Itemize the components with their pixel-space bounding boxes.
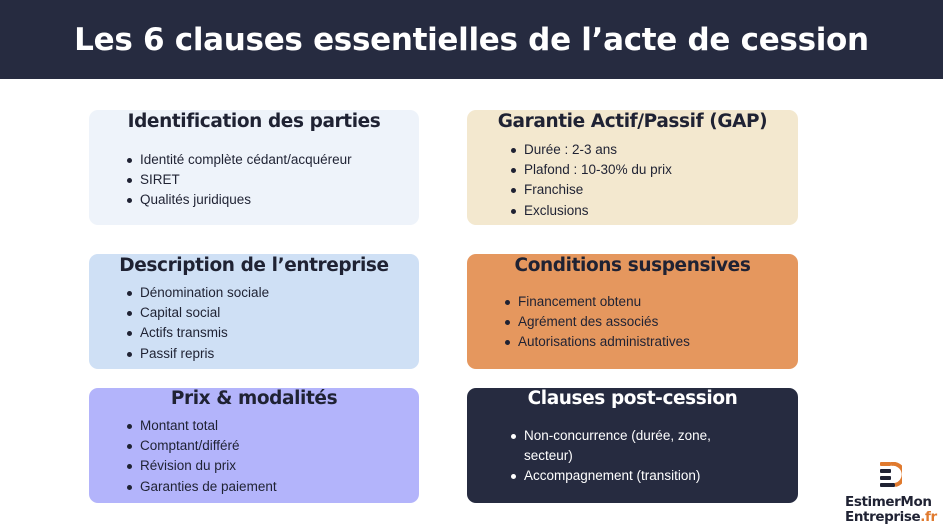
card-description-entreprise [89,254,419,369]
list-item: Identité complète cédant/acquéreur [125,150,419,170]
card-title: Garantie Actif/Passif (GAP) [497,111,768,132]
list-item: Comptant/différé [125,436,419,456]
list-item: Durée : 2-3 ans [509,140,798,160]
card-garantie-actif-passif [467,110,798,225]
list-item: Qualités juridiques [125,190,419,210]
card-identification-parties [89,110,419,225]
card-conditions-suspensives [467,254,798,369]
card-title: Clauses post-cession [527,388,738,409]
card-title: Prix & modalités [170,388,338,409]
card-title: Description de l’entreprise [119,255,389,276]
header-banner [0,0,943,79]
list-item: Financement obtenu [503,292,798,312]
logo-suffix: .fr [920,509,937,525]
list-item: Franchise [509,180,798,200]
list-item: Accompagnement (transition) [509,466,739,486]
list-item: Montant total [125,416,419,436]
card-list [125,416,419,497]
card-list [509,426,739,487]
card-list [509,140,798,221]
list-item: Actifs transmis [125,323,419,343]
card-list [125,150,419,211]
list-item: Non-concurrence (durée, zone, secteur) [509,426,739,466]
list-item: Garanties de paiement [125,477,419,497]
list-item: Plafond : 10-30% du prix [509,160,798,180]
card-clauses-post-cession [467,388,798,503]
card-title: Identification des parties [127,111,381,132]
card-list [503,292,798,353]
list-item: Autorisations administratives [503,332,798,352]
list-item: Agrément des associés [503,312,798,332]
logo-line-2-text: Entreprise [845,509,921,525]
list-item: Exclusions [509,201,798,221]
list-item: Dénomination sociale [125,283,419,303]
card-prix-modalites [89,388,419,503]
logo-line-2 [845,510,937,525]
list-item: Passif repris [125,344,419,364]
list-item: Capital social [125,303,419,323]
logo-mark-icon [878,462,902,488]
logo-line-1: EstimerMon [845,494,932,510]
brand-logo [845,462,937,526]
logo-wordmark [845,495,937,525]
list-item: Révision du prix [125,456,419,476]
list-item: SIRET [125,170,419,190]
page-title: Les 6 clauses essentielles de l’acte de cession [74,21,869,58]
card-list [125,283,419,364]
card-title: Conditions suspensives [514,255,751,276]
